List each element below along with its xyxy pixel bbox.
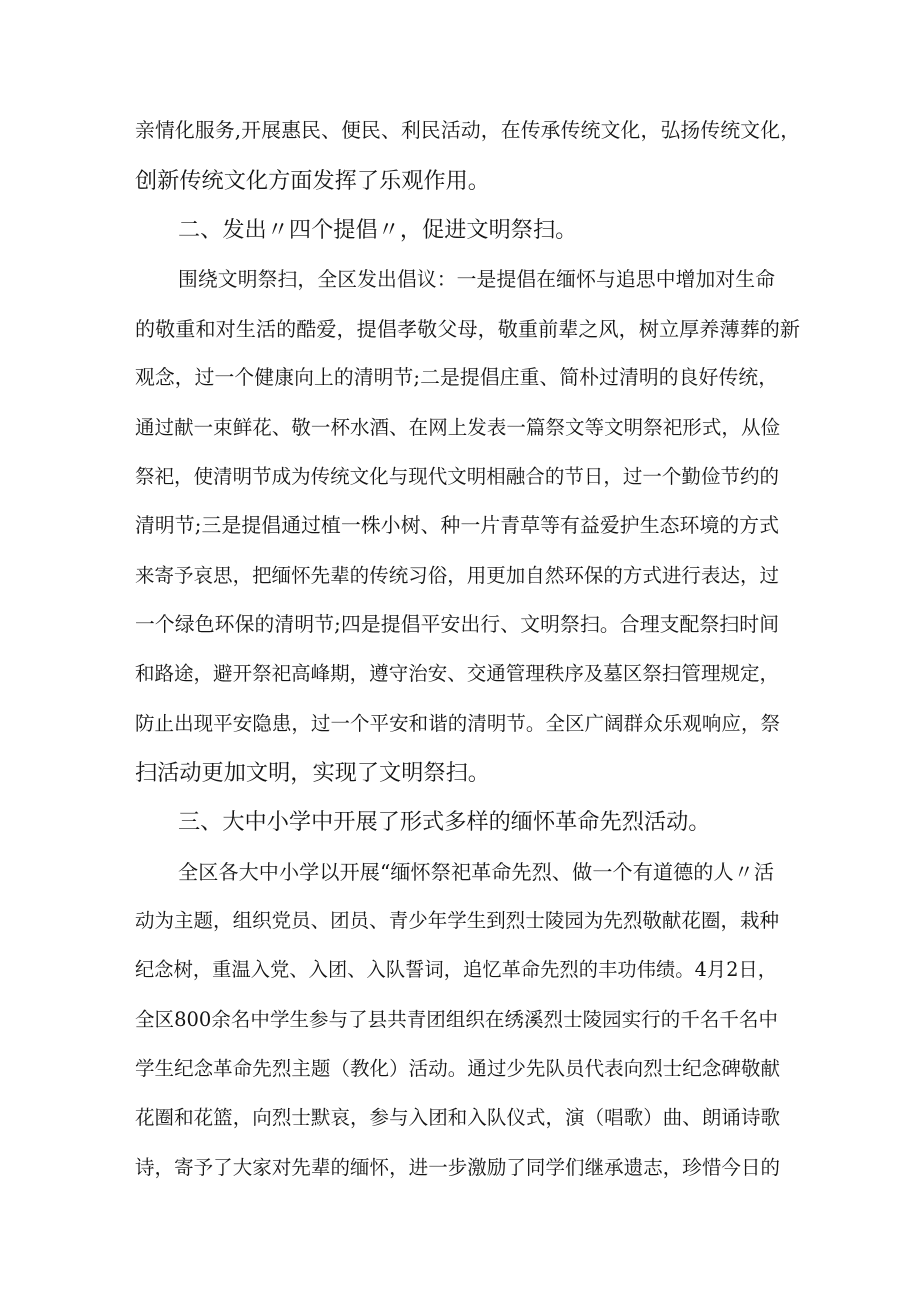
section-heading-2: 二、发出〃四个提倡〃，促进文明祭扫。 xyxy=(178,217,578,243)
text-line-7: 通过献一束鲜花、敬一杯水酒、在网上发表一篇祭文等文明祭祀形式，从俭 xyxy=(135,416,780,439)
text-line-13: 防止出现平安隐患，过一个平安和谐的清明节。全区广阔群众乐观响应，祭 xyxy=(135,712,780,735)
text-line-22: 诗，寄予了大家对先辈的缅怀，进一步激励了同学们继承遗志，珍惜今日的 xyxy=(135,1156,780,1179)
text-line-18: 纪念树，重温入党、入团、入队誓词，追忆革命先烈的丰功伟绩。4月2日， xyxy=(135,958,777,981)
section-heading-3: 三、大中小学中开展了形式多样的缅怀革命先烈活动。 xyxy=(178,809,711,835)
text-line-19: 全区800余名中学生参与了县共青团组织在绣溪烈士陵园实行的千名千名中 xyxy=(135,1008,778,1031)
text-line-4: 围绕文明祭扫，全区发出倡议：一是提倡在缅怀与追思中增加对生命 xyxy=(178,268,775,291)
text-line-11: 一个绿色环保的清明节;四是提倡平安出行、文明祭扫。合理支配祭扫时间 xyxy=(135,613,779,636)
text-line-5: 的敬重和对生活的酷爱，提倡孝敬父母，敬重前辈之风，树立厚养薄葬的新 xyxy=(135,317,800,341)
text-line-9: 清明节;三是提倡通过植一株小树、种一片青草等有益爱护生态环境的方式 xyxy=(135,514,779,537)
text-line-17: 动为主题，组织党员、团员、青少年学生到烈士陵园为先烈敬献花圈，栽种 xyxy=(135,909,779,932)
text-line-20: 学生纪念革命先烈主题（教化）活动。通过少先队员代表向烈士纪念碑敬献 xyxy=(135,1057,780,1080)
text-line-6: 观念，过一个健康向上的清明节;二是提倡庄重、简朴过清明的良好传统， xyxy=(135,366,778,389)
text-line-10: 来寄予哀思，把缅怀先辈的传统习俗，用更加自然环保的方式进行表达，过 xyxy=(135,564,779,587)
text-line-1: 亲情化服务,开展惠民、便民、利民活动，在传承传统文化，弘扬传统文化， xyxy=(135,119,800,142)
text-line-8: 祭祀，使清明节成为传统文化与现代文明相融合的节日，过一个勤俭节约的 xyxy=(135,465,779,488)
text-line-14: 扫活动更加文明，实现了文明祭扫。 xyxy=(135,760,490,786)
text-line-21: 花圈和花篮，向烈士默哀，参与入团和入队仪式，演（唱歌）曲、朗诵诗歌 xyxy=(135,1106,780,1129)
text-line-12: 和路途，避开祭祀高峰期，遵守治安、交通管理秩序及墓区祭扫管理规定， xyxy=(135,662,779,685)
text-line-16: 全区各大中小学以开展“缅怀祭祀革命先烈、做一个有道德的人〃活 xyxy=(178,860,774,884)
text-line-2: 创新传统文化方面发挥了乐观作用。 xyxy=(135,168,490,194)
